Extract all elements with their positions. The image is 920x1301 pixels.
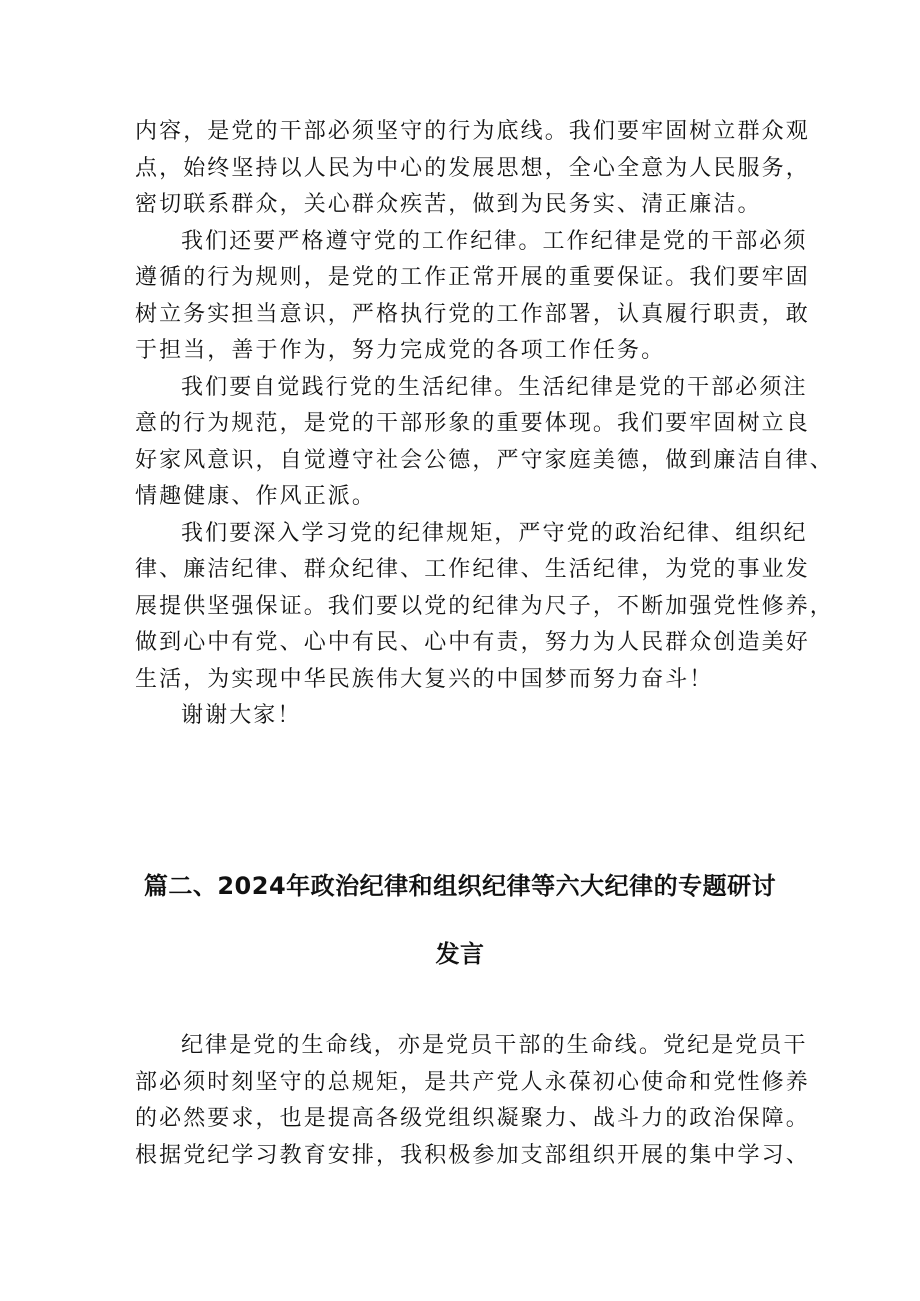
text-line: 谢谢大家！	[181, 703, 302, 728]
text-line: 意的行为规范，是党的干部形象的重要体现。我们要牢固树立良	[135, 411, 810, 436]
text-line: 根据党纪学习教育安排，我积极参加支部组织开展的集中学习、	[135, 1142, 810, 1168]
closing-thanks	[135, 698, 787, 735]
text-line: 密切联系群众，关心群众疾苦，做到为民务实、清正廉洁。	[135, 192, 762, 217]
text-line: 我们要自觉践行党的生活纪律。生活纪律是党的干部必须注	[181, 374, 808, 400]
text-line: 内容，是党的干部必须坚守的行为底线。我们要牢固树立群众观	[135, 119, 810, 144]
text-line: 部必须时刻坚守的总规矩，是共产党人永葆初心使命和党性修养	[135, 1069, 810, 1095]
section-title-line-1: 篇二、2024年政治纪律和组织纪律等六大纪律的专题研讨	[143, 872, 777, 900]
text-line: 的必然要求，也是提高各级党组织凝聚力、战斗力的政治保障。	[135, 1106, 810, 1131]
section-title	[90, 852, 830, 988]
body-text-lower	[135, 1028, 810, 1174]
text-line: 树立务实担当意识，严格执行党的工作部署，认真履行职责，敢	[135, 301, 810, 327]
paragraph-1	[135, 114, 810, 224]
text-line: 我们要深入学习党的纪律规矩，严守党的政治纪律、组织纪	[181, 520, 808, 546]
paragraph-4	[135, 516, 834, 699]
body-text-upper	[135, 114, 834, 735]
text-line: 点，始终坚持以人民为中心的发展思想，全心全意为人民服务，	[135, 155, 810, 181]
paragraph-2	[135, 224, 810, 370]
text-line: 于担当，善于作为，努力完成党的各项工作任务。	[135, 338, 666, 363]
text-line: 律、廉洁纪律、群众纪律、工作纪律、生活纪律，为党的事业发	[135, 557, 810, 582]
section-title-line-2: 发言	[435, 940, 485, 968]
text-line: 我们还要严格遵守党的工作纪律。工作纪律是党的干部必须	[181, 228, 808, 254]
text-line: 生活，为实现中华民族伟大复兴的中国梦而努力奋斗！	[135, 666, 714, 692]
text-line: 做到心中有党、心中有民、心中有责，努力为人民群众创造美好	[135, 630, 810, 655]
text-line: 展提供坚强保证。我们要以党的纪律为尺子，不断加强党性修养，	[135, 593, 834, 619]
text-line: 好家风意识，自觉遵守社会公德，严守家庭美德，做到廉洁自律、	[135, 447, 834, 473]
paragraph-3	[135, 370, 834, 516]
text-line: 情趣健康、作风正派。	[135, 484, 377, 509]
paragraph-intro	[135, 1028, 810, 1174]
text-line: 遵循的行为规则，是党的工作正常开展的重要保证。我们要牢固	[135, 265, 810, 290]
text-line: 纪律是党的生命线，亦是党员干部的生命线。党纪是党员干	[181, 1033, 808, 1058]
